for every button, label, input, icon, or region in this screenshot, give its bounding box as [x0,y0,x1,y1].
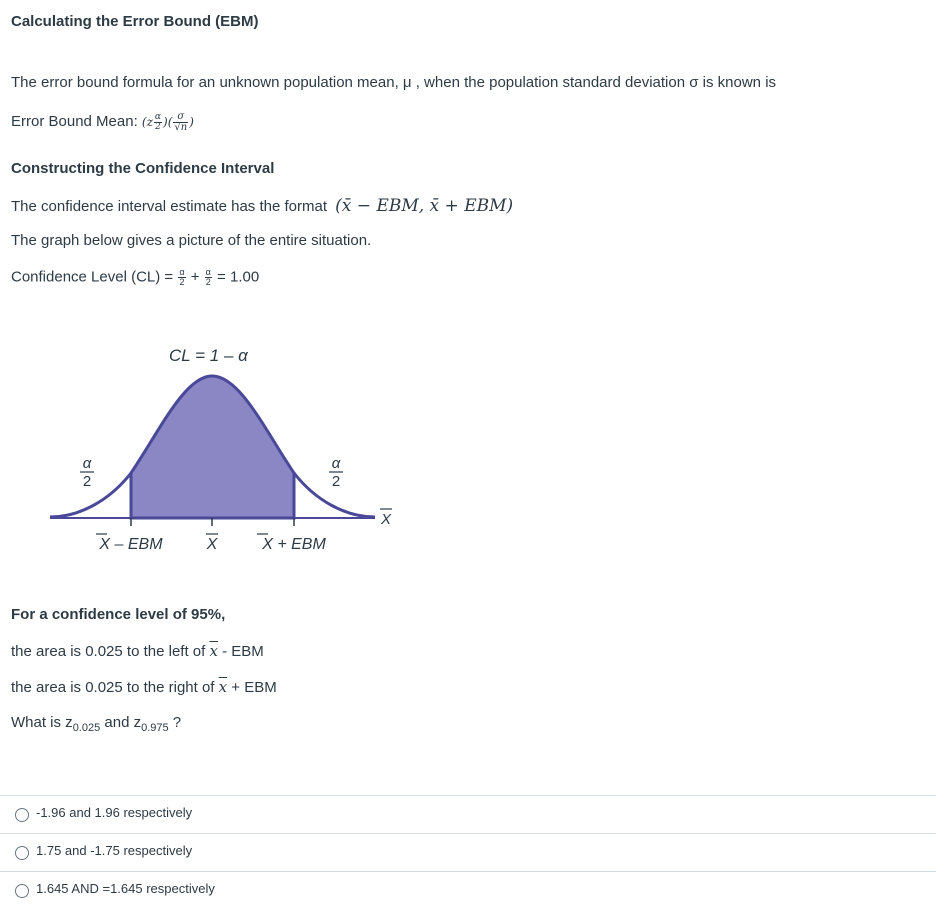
cl-plus: + [190,268,200,286]
format-text: The confidence interval estimate has the format [11,198,327,215]
answer-option-3[interactable] [0,871,936,909]
confidence-area [131,376,294,518]
normal-curve-graph [0,330,420,570]
graph-intro-text: The graph below gives a picture of the entire situation. [11,232,372,249]
confidence-level-line [11,268,259,287]
cl-alpha-1: α [179,267,185,277]
right-area-suffix: + EBM [231,679,277,696]
radio-button[interactable] [15,808,29,822]
answer-list [0,795,936,909]
left-area-xbar: $\overline{x}$ [209,642,218,660]
cl-two-1: 2 [179,277,185,287]
section-heading: Constructing the Confidence Interval [11,160,275,177]
ask-sub-1: 0.025 [72,722,101,734]
right-tail-alpha: α [331,455,341,472]
cl-two-2: 2 [205,277,211,287]
left-area-text: the area is 0.025 to the left of [11,643,206,660]
radio-button[interactable] [15,884,29,898]
cl-graph-label: CL = 1 – α [169,346,248,365]
radio-button[interactable] [15,846,29,860]
intro-text: The error bound formula for an unknown population mean, μ , when the population standard deviation σ is known is [11,74,777,91]
answer-label[interactable]: 1.75 and -1.75 respectively [36,843,193,858]
question-ask [11,714,181,734]
ebm-two: 2 [155,122,161,132]
ask-text: What is z [11,714,73,731]
left-tail-two: 2 [82,473,92,490]
right-area-line [11,678,277,696]
cl-result: = 1.00 [217,268,260,286]
ebm-sigma: σ [173,112,188,123]
ebm-alpha: α [154,112,161,122]
left-area-suffix: - EBM [222,643,264,660]
question-heading: For a confidence level of 95%, [11,606,226,623]
ebm-sqrt-n: √n [174,122,188,133]
answer-label[interactable]: -1.96 and 1.96 respectively [36,805,193,820]
page-title: Calculating the Error Bound (EBM) [11,13,259,30]
format-math: (x̄ − EBM, x̄ + EBM) [335,196,514,216]
answer-option-1[interactable] [0,795,936,833]
cl-label: Confidence Level (CL) = [11,268,174,286]
tick-label-right: X + EBM [262,536,326,553]
tick-label-left: X – EBM [99,536,163,553]
cl-alpha-2: α [205,267,211,277]
right-tail-two: 2 [331,473,341,490]
axis-label: X [380,511,392,528]
tick-label-mid: X [206,536,218,553]
right-area-xbar: $\overline{x}$ [218,678,228,696]
ebm-z: z [146,115,153,129]
format-line [11,196,513,216]
answer-label[interactable]: 1.645 AND =1.645 respectively [36,881,215,896]
ask-end: ? [172,714,182,731]
right-area-text: the area is 0.025 to the right of [11,679,215,696]
left-area-line [11,642,264,660]
ebm-formula: Error Bound Mean: (z $\frac{\alpha}{2}$ )( $\frac{\sigma}{√n}$ ) [11,111,194,133]
answer-option-2[interactable] [0,833,936,871]
ask-and: and z [104,714,142,731]
left-tail-alpha: α [82,455,92,472]
ebm-label: Error Bound Mean: [11,113,138,130]
ask-sub-2: 0.975 [141,722,169,734]
